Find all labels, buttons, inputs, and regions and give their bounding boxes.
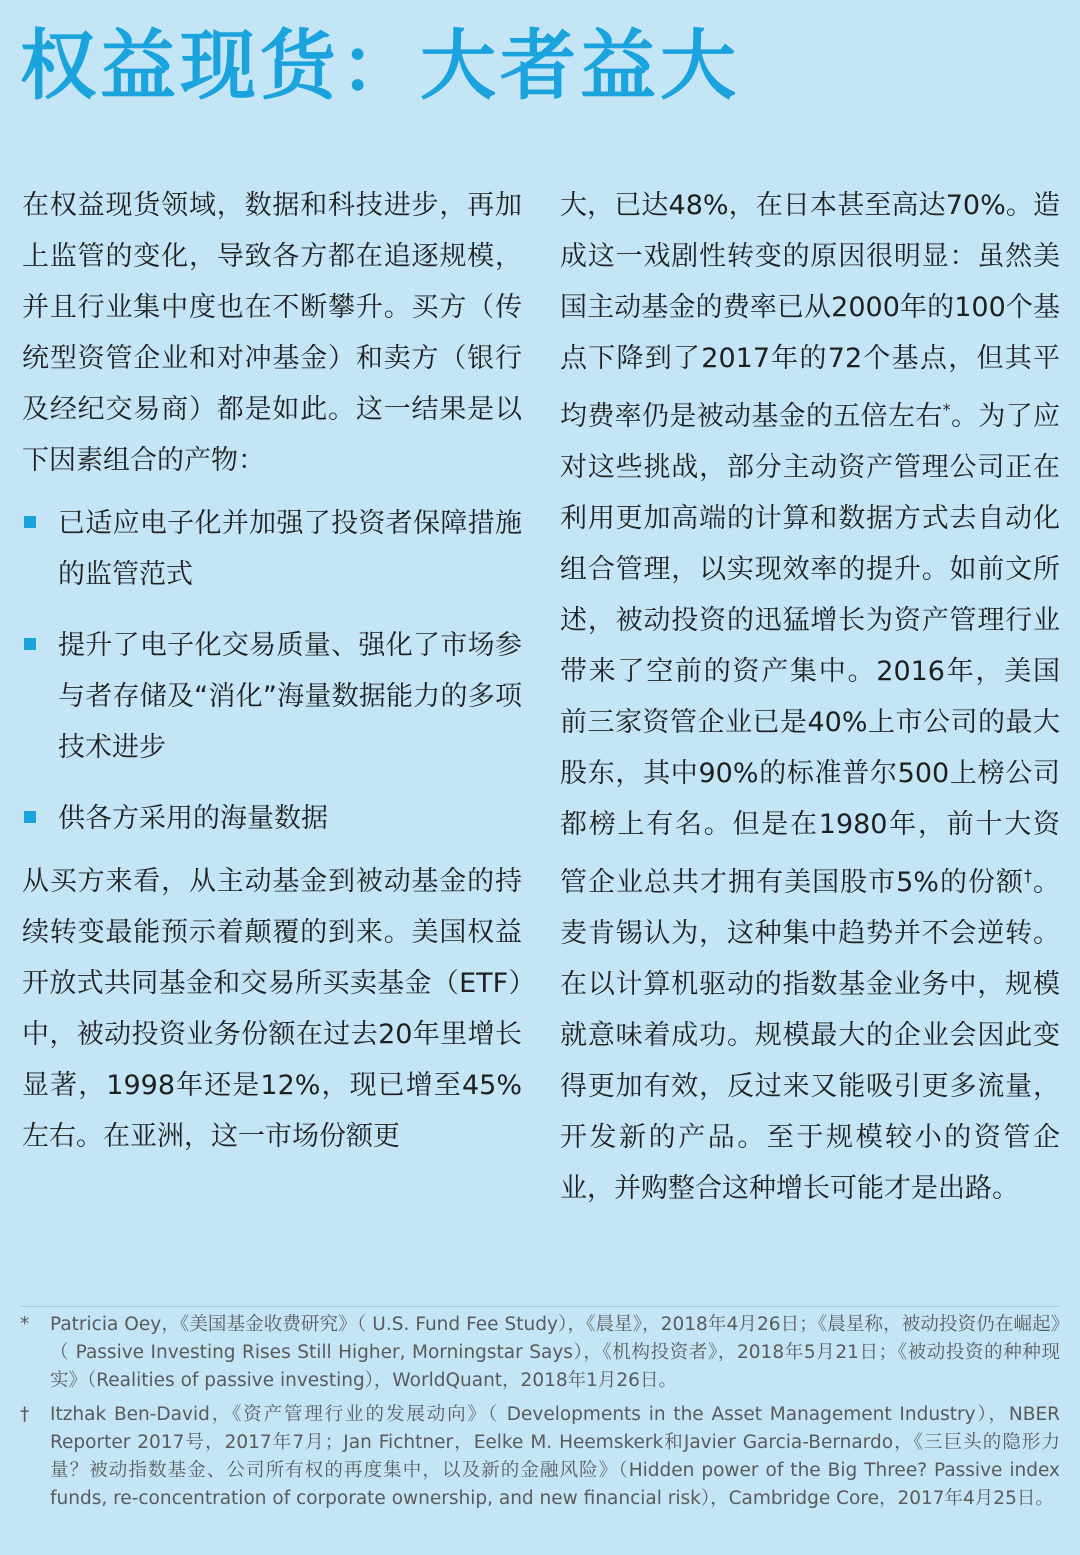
paragraph-part: 。麦肯锡认为，这种集中趋势并不会逆转。在以计算机驱动的指数基金业务中，规模就意味着成功。规模最大的企业会因此变得更加有效，反过来又能吸引更多流量，开发新的产品。至于规模较小的资管企业，并购整合这种增长可能才是出路。 xyxy=(560,867,1060,1204)
bullet-text: 供各方采用的海量数据 xyxy=(58,803,328,834)
square-bullet-icon xyxy=(24,516,36,528)
footnote xyxy=(20,1311,1060,1395)
left-column xyxy=(22,180,522,1162)
footnote-text: Patricia Oey，《美国基金收费研究》（ U.S. Fund Fee Study），《晨星》，2018年4月26日；《晨星称，被动投资仍在崛起》（ Passive Investing Rises Still Higher, Morningstar Says），《机构投资者》，2018年5月21日；《被动投资的种种现实》（Realities of passive investing），WorldQuant，2018年1月26日。 xyxy=(50,1314,1060,1391)
square-bullet-icon xyxy=(24,811,36,823)
list-item xyxy=(22,793,522,844)
buy-side-paragraph: 从买方来看，从主动基金到被动基金的持续转变最能预示着颠覆的到来。美国权益开放式共同基金和交易所买卖基金（ETF）中，被动投资业务份额在过去20年里增长显著，1998年还是12%，现已增至45%左右。在亚洲，这一市场份额更 xyxy=(22,866,522,1152)
footnote-mark: * xyxy=(20,1314,30,1335)
footnote-ref[interactable]: † xyxy=(1023,866,1033,885)
footnote xyxy=(20,1401,1060,1513)
intro-paragraph: 在权益现货领域，数据和科技进步，再加上监管的变化，导致各方都在追逐规模，并且行业集中度也在不断攀升。买方（传统型资管企业和对冲基金）和卖方（银行及经纪交易商）都是如此。这一结果是以下因素组合的产物： xyxy=(22,190,522,476)
footnote-ref[interactable]: * xyxy=(942,400,951,419)
bullet-list xyxy=(22,498,522,844)
bullet-text: 已适应电子化并加强了投资者保障措施的监管范式 xyxy=(58,508,522,590)
footnote-mark: † xyxy=(20,1404,30,1425)
bullet-text: 提升了电子化交易质量、强化了市场参与者存储及“消化”海量数据能力的多项技术进步 xyxy=(58,630,522,763)
right-column xyxy=(560,180,1060,1214)
square-bullet-icon xyxy=(24,638,36,650)
paragraph-part: 。为了应对这些挑战，部分主动资产管理公司正在利用更加高端的计算和数据方式去自动化组合管理，以实现效率的提升。如前文所述，被动投资的迅猛增长为资产管理行业带来了空前的资产集中。2016年，美国前三家资管企业已是40%上市公司的最大股东，其中90%的标准普尔500上榜公司都榜上有名。但是在1980年，前十大资管企业总共才拥有美国股市5%的份额 xyxy=(560,401,1061,898)
footnote-text: Itzhak Ben-David，《资产管理行业的发展动向》（ Developments in the Asset Management Industry），NBER Reporter 2017号，2017年7月；Jan Fichtner，Eelke M. Heemskerk和Javier Garcia-Bernardo，《三巨头的隐形力量？被动指数基金、公司所有权的再度集中，以及新的金融风险》（Hidden power of the Big Three? Passive index funds, re-concentration of corporate ownership, and new financial risk），Cambridge Core，2017年4月25日。 xyxy=(50,1404,1060,1509)
paragraph-part: 大，已达48%，在日本甚至高达70%。造成这一戏剧性转变的原因很明显：虽然美国主动基金的费率已从2000年的100个基点下降到了2017年的72个基点，但其平均费率仍是被动基金的五倍左右 xyxy=(560,190,1060,432)
continuation-paragraph xyxy=(560,180,1060,1214)
list-item xyxy=(22,620,522,773)
page-title: 权益现货：大者益大 xyxy=(20,21,740,110)
list-item xyxy=(22,498,522,600)
footnotes xyxy=(20,1306,1060,1519)
